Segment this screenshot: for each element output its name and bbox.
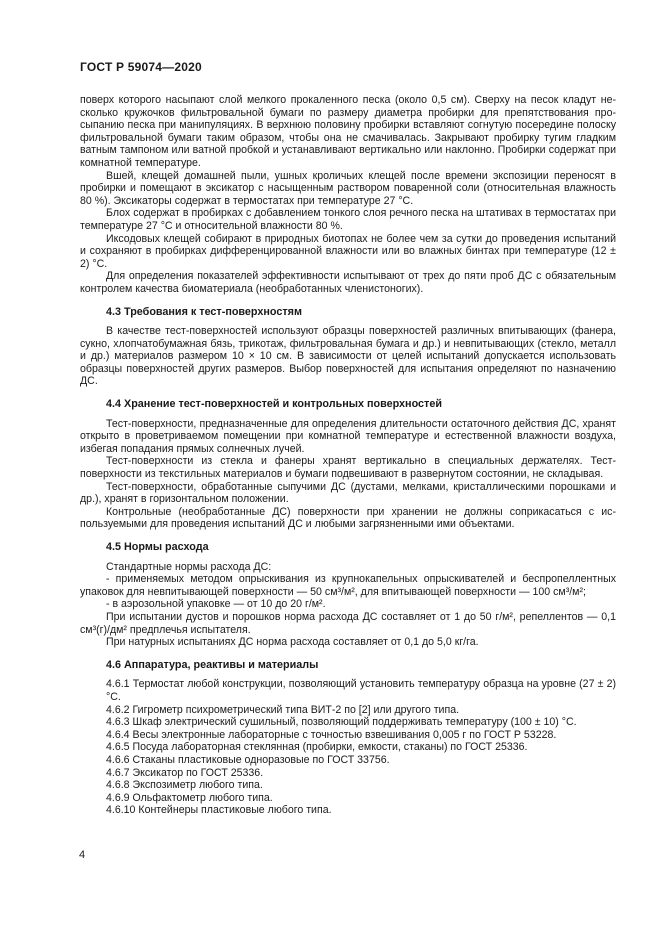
section-heading: 4.5 Нормы расхода [106,541,209,553]
page-number: 4 [79,849,86,861]
paragraph: При натурных испытаниях ДС норма расхода составляет от 0,1 до 5,0 кг/га. [106,636,479,649]
paragraph: Для определения показателей эффективности испытывают от трех до пяти проб ДС с обязательным контролем качества биоматериала (необработанных членистоногих). [80,270,616,295]
document-header: ГОСТ Р 59074—2020 [80,60,202,74]
list-item: 4.6.8 Экспозиметр любого типа. [106,779,263,792]
list-item: - в аэрозольной упаковке — от 10 до 20 г/м². [106,598,326,611]
paragraph: Блох содержат в пробирках с добавлением тонкого слоя речного песка на штативах в термостатах при температуре 27 °С и относительной влажности 80 %. [80,207,616,232]
document-body [80,94,616,817]
paragraph: поверх которого насыпают слой мелкого прокаленного песка (около 0,5 см). Сверху на песок кладут несколько кружочков фильтровальной бумаги по размеру диаметра пробирки для препятствования просыпанию песка при манипуляциях. В верхнюю половину пробирки вставляют согнутую посередине полоску фильтровальной бумаги таким образом, чтобы она не смачивалась. Закрывают пробирку тугим гладким ватным тампоном или ватной пробкой и устанавливают вертикально или наклонно. Пробирки содержат при комнатной температуре. [80,94,616,169]
list-item: 4.6.5 Посуда лабораторная стеклянная (пробирки, емкости, стаканы) по ГОСТ 25336. [106,741,528,754]
paragraph: Стандартные нормы расхода ДС: [106,560,272,573]
paragraph: Иксодовых клещей собирают в природных биотопах не более чем за сутки до проведения испытаний и сохраняют в пробирках дифференцированной влажности или во влажных бинтах при температуре (12 ± 2) °С. [80,232,616,270]
list-item: 4.6.3 Шкаф электрический сушильный, позволяющий поддерживать температуру (100 ± 10) °С. [106,716,577,729]
paragraph: Тест-поверхности из стекла и фанеры хранят вертикально в специальных держателях. Тест-поверхности из текстильных материалов и бумаги подвешивают в развернутом состоянии, не складывая. [80,455,616,481]
paragraph: При испытании дустов и порошков норма расхода ДС составляет от 1 до 50 г/м², репеллентов — 0,1 см³(г)/дм² предплечья испытателя. [80,610,616,636]
paragraph: Контрольные (необработанные ДС) поверхности при хранении не должны соприкасаться с используемыми для проведения испытаний ДС и любыми загрязненными ими объектами. [80,505,616,531]
list-item: 4.6.4 Весы электронные лабораторные с точностью взвешивания 0,005 г по ГОСТ Р 53228. [106,728,557,741]
list-item: 4.6.6 Стаканы пластиковые одноразовые по ГОСТ 33756. [106,753,390,766]
section-heading: 4.3 Требования к тест-поверхностям [106,305,302,318]
section-heading: 4.4 Хранение тест-поверхностей и контрольных поверхностей [106,398,442,411]
list-item: 4.6.2 Гигрометр психрометрический типа ВИТ-2 по [2] или другого типа. [106,703,460,716]
list-item: 4.6.10 Контейнеры пластиковые любого типа. [106,804,332,817]
list-item: 4.6.7 Эксикатор по ГОСТ 25336. [106,766,264,779]
list-item: - применяемых методом опрыскивания из крупнокапельных опрыскивателей и беспропеллентных упаковок для невпитывающей поверхности — 50 см³/м², для впитывающей поверхности — 100 см³/м²; [80,573,616,598]
list-item: 4.6.9 Ольфактометр любого типа. [106,791,273,804]
paragraph: Вшей, клещей домашней пыли, ушных кроличьих клещей после времени экспозиции переносят в пробирки и помещают в эксикатор с насыщенным раствором поваренной соли (относительная влажность 80 %). Эксикаторы содержат в термостатах при температуре 27 °С. [80,169,616,207]
list-item: 4.6.1 Термостат любой конструкции, позволяющий установить температуру образца на уровне (27 ± 2) °С. [106,678,616,703]
paragraph: Тест-поверхности, обработанные сыпучими ДС (дустами, мелками, кристаллическими порошками и др.), хранят в горизонтальном положении. [80,480,616,506]
paragraph: В качестве тест-поверхностей используют образцы поверхностей различных впитывающих (фанера, сукно, хлопчатобумажная бязь, трикотаж, фильтровальная бумага и др.) и невпитывающих (стекло, металл и др.) материалов размером 10 × 10 см. В зависимости от целей испытаний допускается использовать образцы поверхностей других размеров. Выбор поверхностей для испытания определяют по назначению ДС. [80,325,616,388]
paragraph: Тест-поверхности, предназначенные для определения длительности остаточного действия ДС, хранят открыто в проветриваемом помещении при комнатной температуре и естественной влажности воздуха, избегая попадания прямых солнечных лучей. [80,417,616,455]
section-heading: 4.6 Аппаратура, реактивы и материалы [106,658,319,671]
